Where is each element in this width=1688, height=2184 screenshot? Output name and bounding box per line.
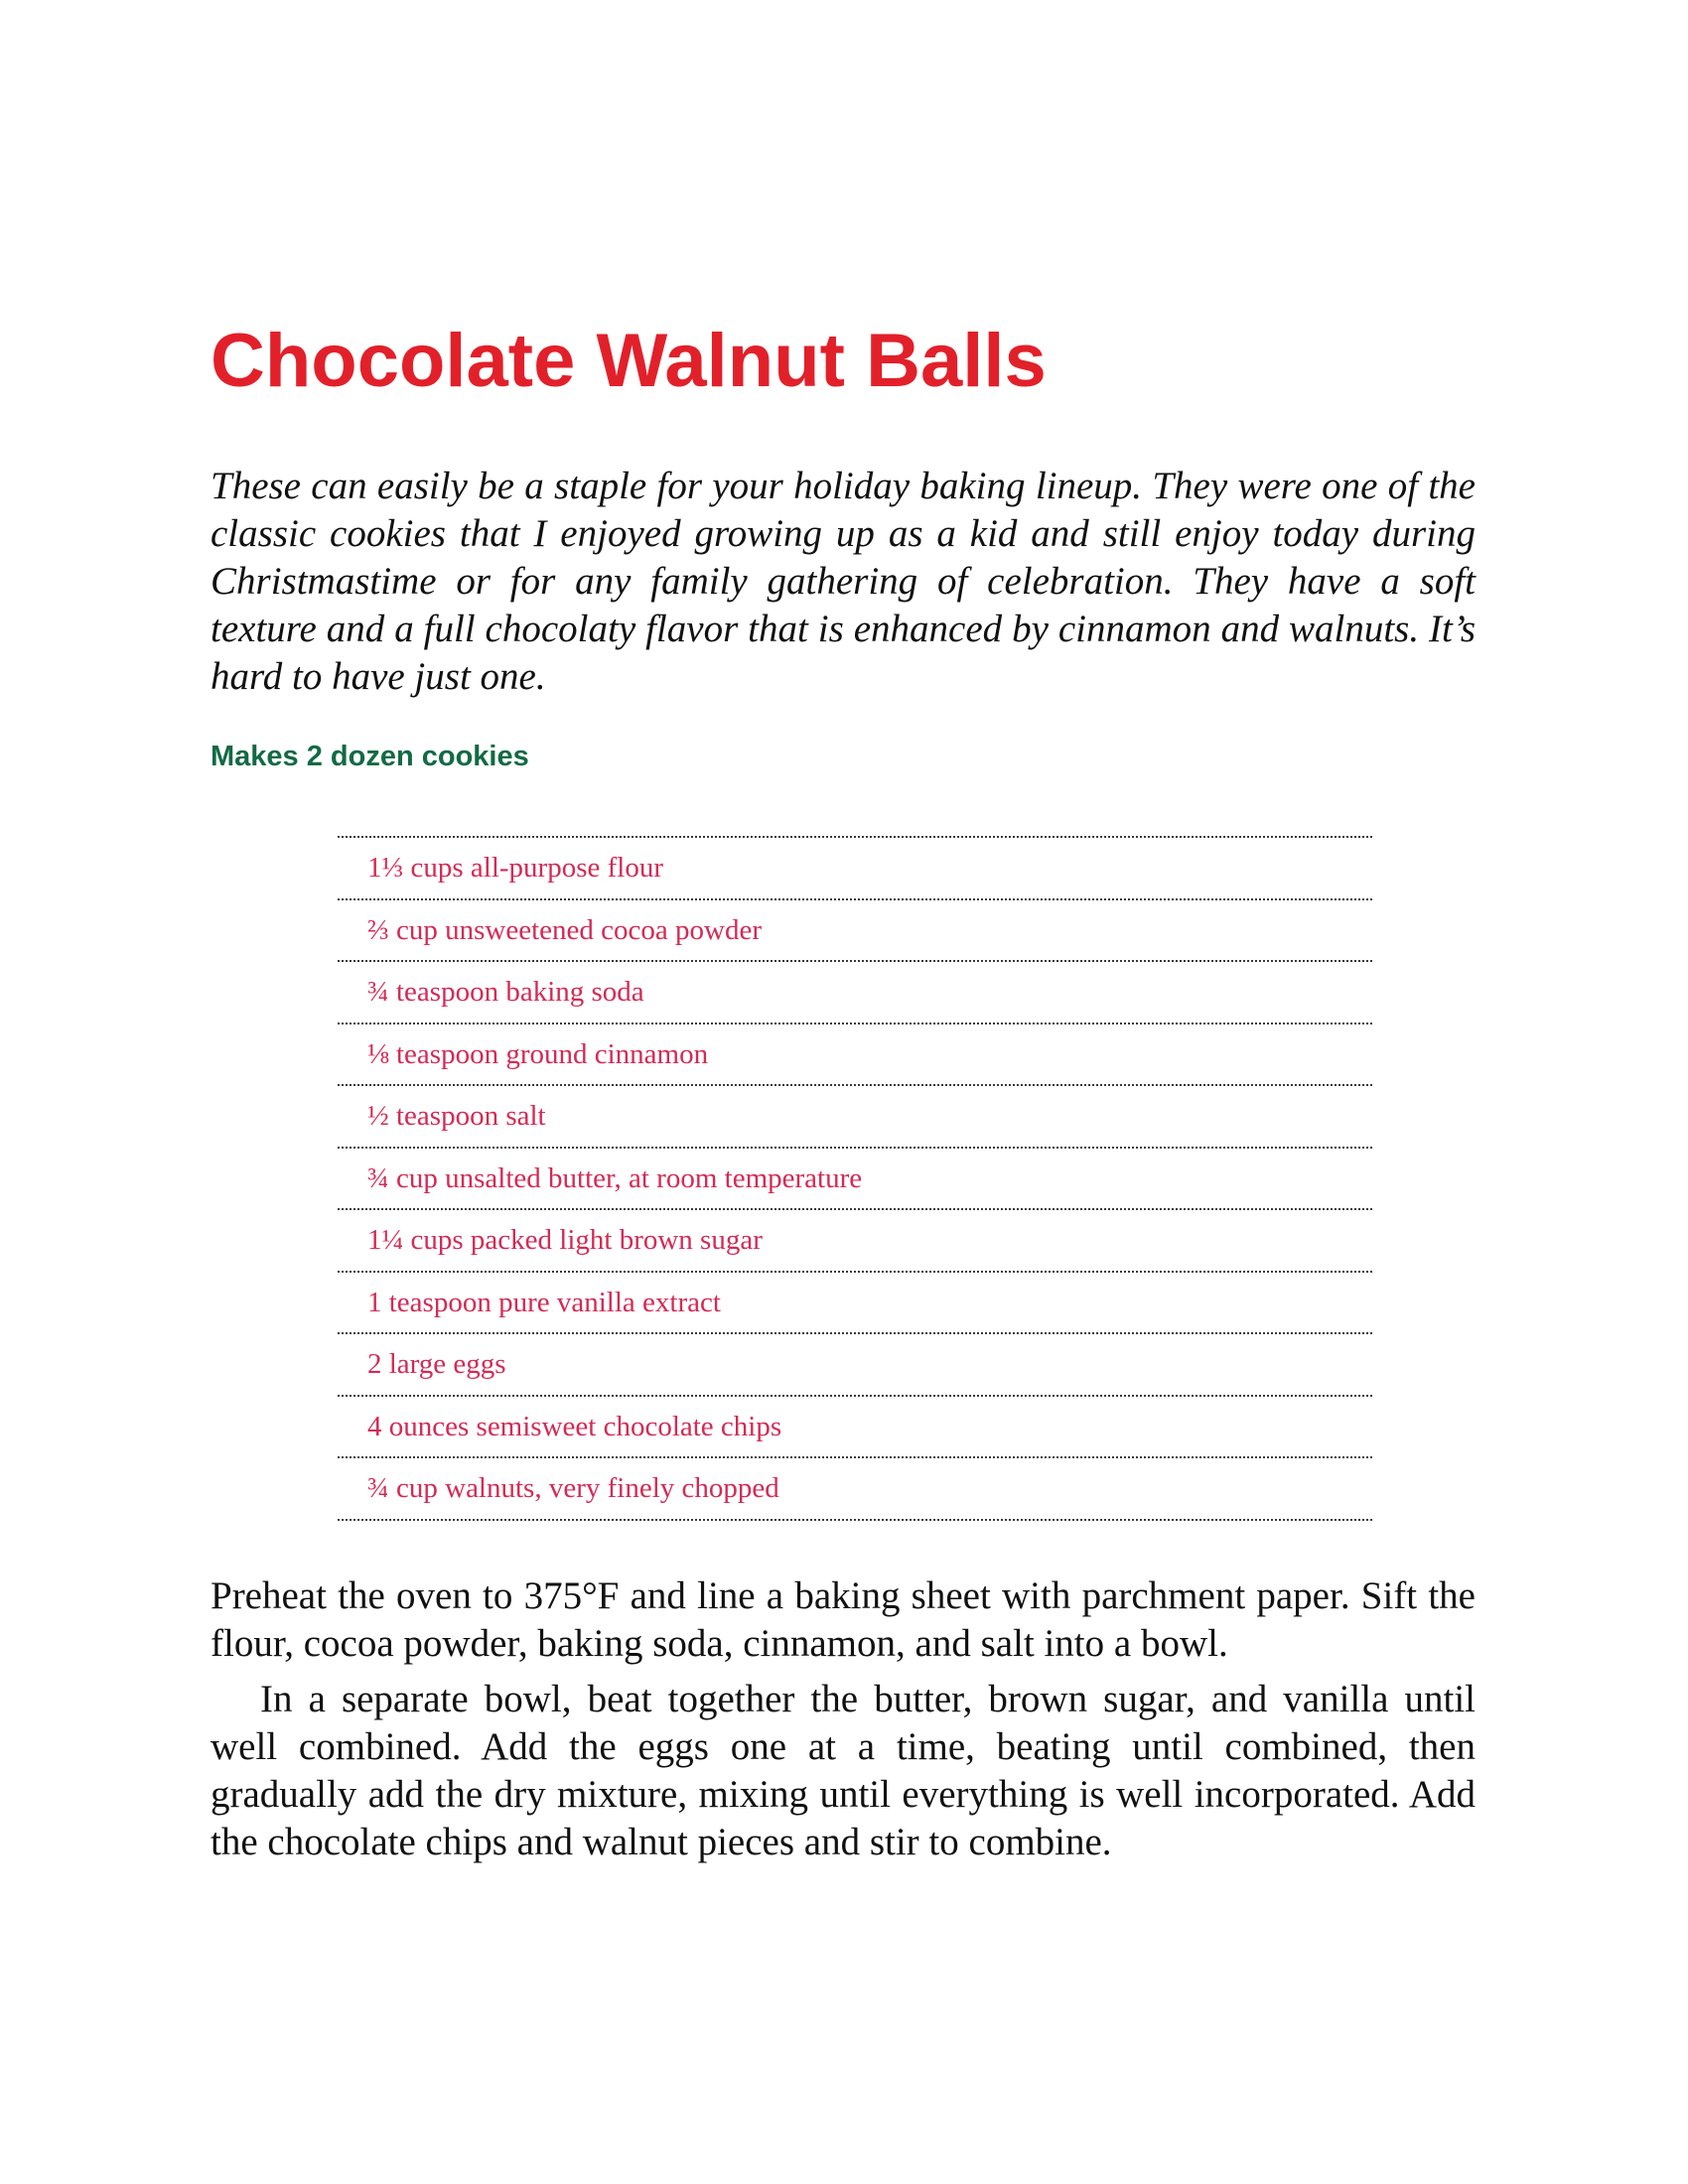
ingredient-item: 1⅓ cups all-purpose flour: [338, 838, 1372, 900]
ingredient-item: ⅔ cup unsweetened cocoa powder: [338, 900, 1372, 963]
ingredient-item: ½ teaspoon salt: [338, 1086, 1372, 1149]
recipe-intro: These can easily be a staple for your holiday baking lineup. They were one of the classic cookies that I enjoyed growing up as a kid and still enjoy today during Christmastime or for any family gathering of celebration. They have a soft texture and a full chocolaty flavor that is enhanced by cinnamon and walnuts. It’s hard to have just one.: [211, 465, 1476, 698]
method-step: Preheat the oven to 375°F and line a baking sheet with parchment paper. Sift the flour, cocoa powder, baking soda, cinnamon, and salt into a bowl.: [211, 1574, 1476, 1665]
ingredient-item: ¾ cup walnuts, very finely chopped: [338, 1458, 1372, 1521]
ingredient-item: 4 ounces semisweet chocolate chips: [338, 1397, 1372, 1459]
ingredient-item: ¾ teaspoon baking soda: [338, 962, 1372, 1024]
recipe-method: [211, 1572, 1476, 1874]
recipe-yield: Makes 2 dozen cookies: [211, 741, 529, 772]
ingredient-item: 1 teaspoon pure vanilla extract: [338, 1273, 1372, 1335]
ingredient-item: 1¼ cups packed light brown sugar: [338, 1210, 1372, 1273]
ingredient-item: ⅛ teaspoon ground cinnamon: [338, 1024, 1372, 1087]
ingredient-list: [338, 836, 1372, 1521]
recipe-title: Chocolate Walnut Balls: [211, 319, 1047, 403]
ingredient-item: ¾ cup unsalted butter, at room temperature: [338, 1149, 1372, 1211]
ingredient-item: 2 large eggs: [338, 1334, 1372, 1397]
method-step: In a separate bowl, beat together the butter, brown sugar, and vanilla until well combined. Add the eggs one at a time, beating until combined, then gradually add the dry mixture, mixing until everything is well incorporated. Add the chocolate chips and walnut pieces and stir to combine.: [211, 1678, 1476, 1863]
